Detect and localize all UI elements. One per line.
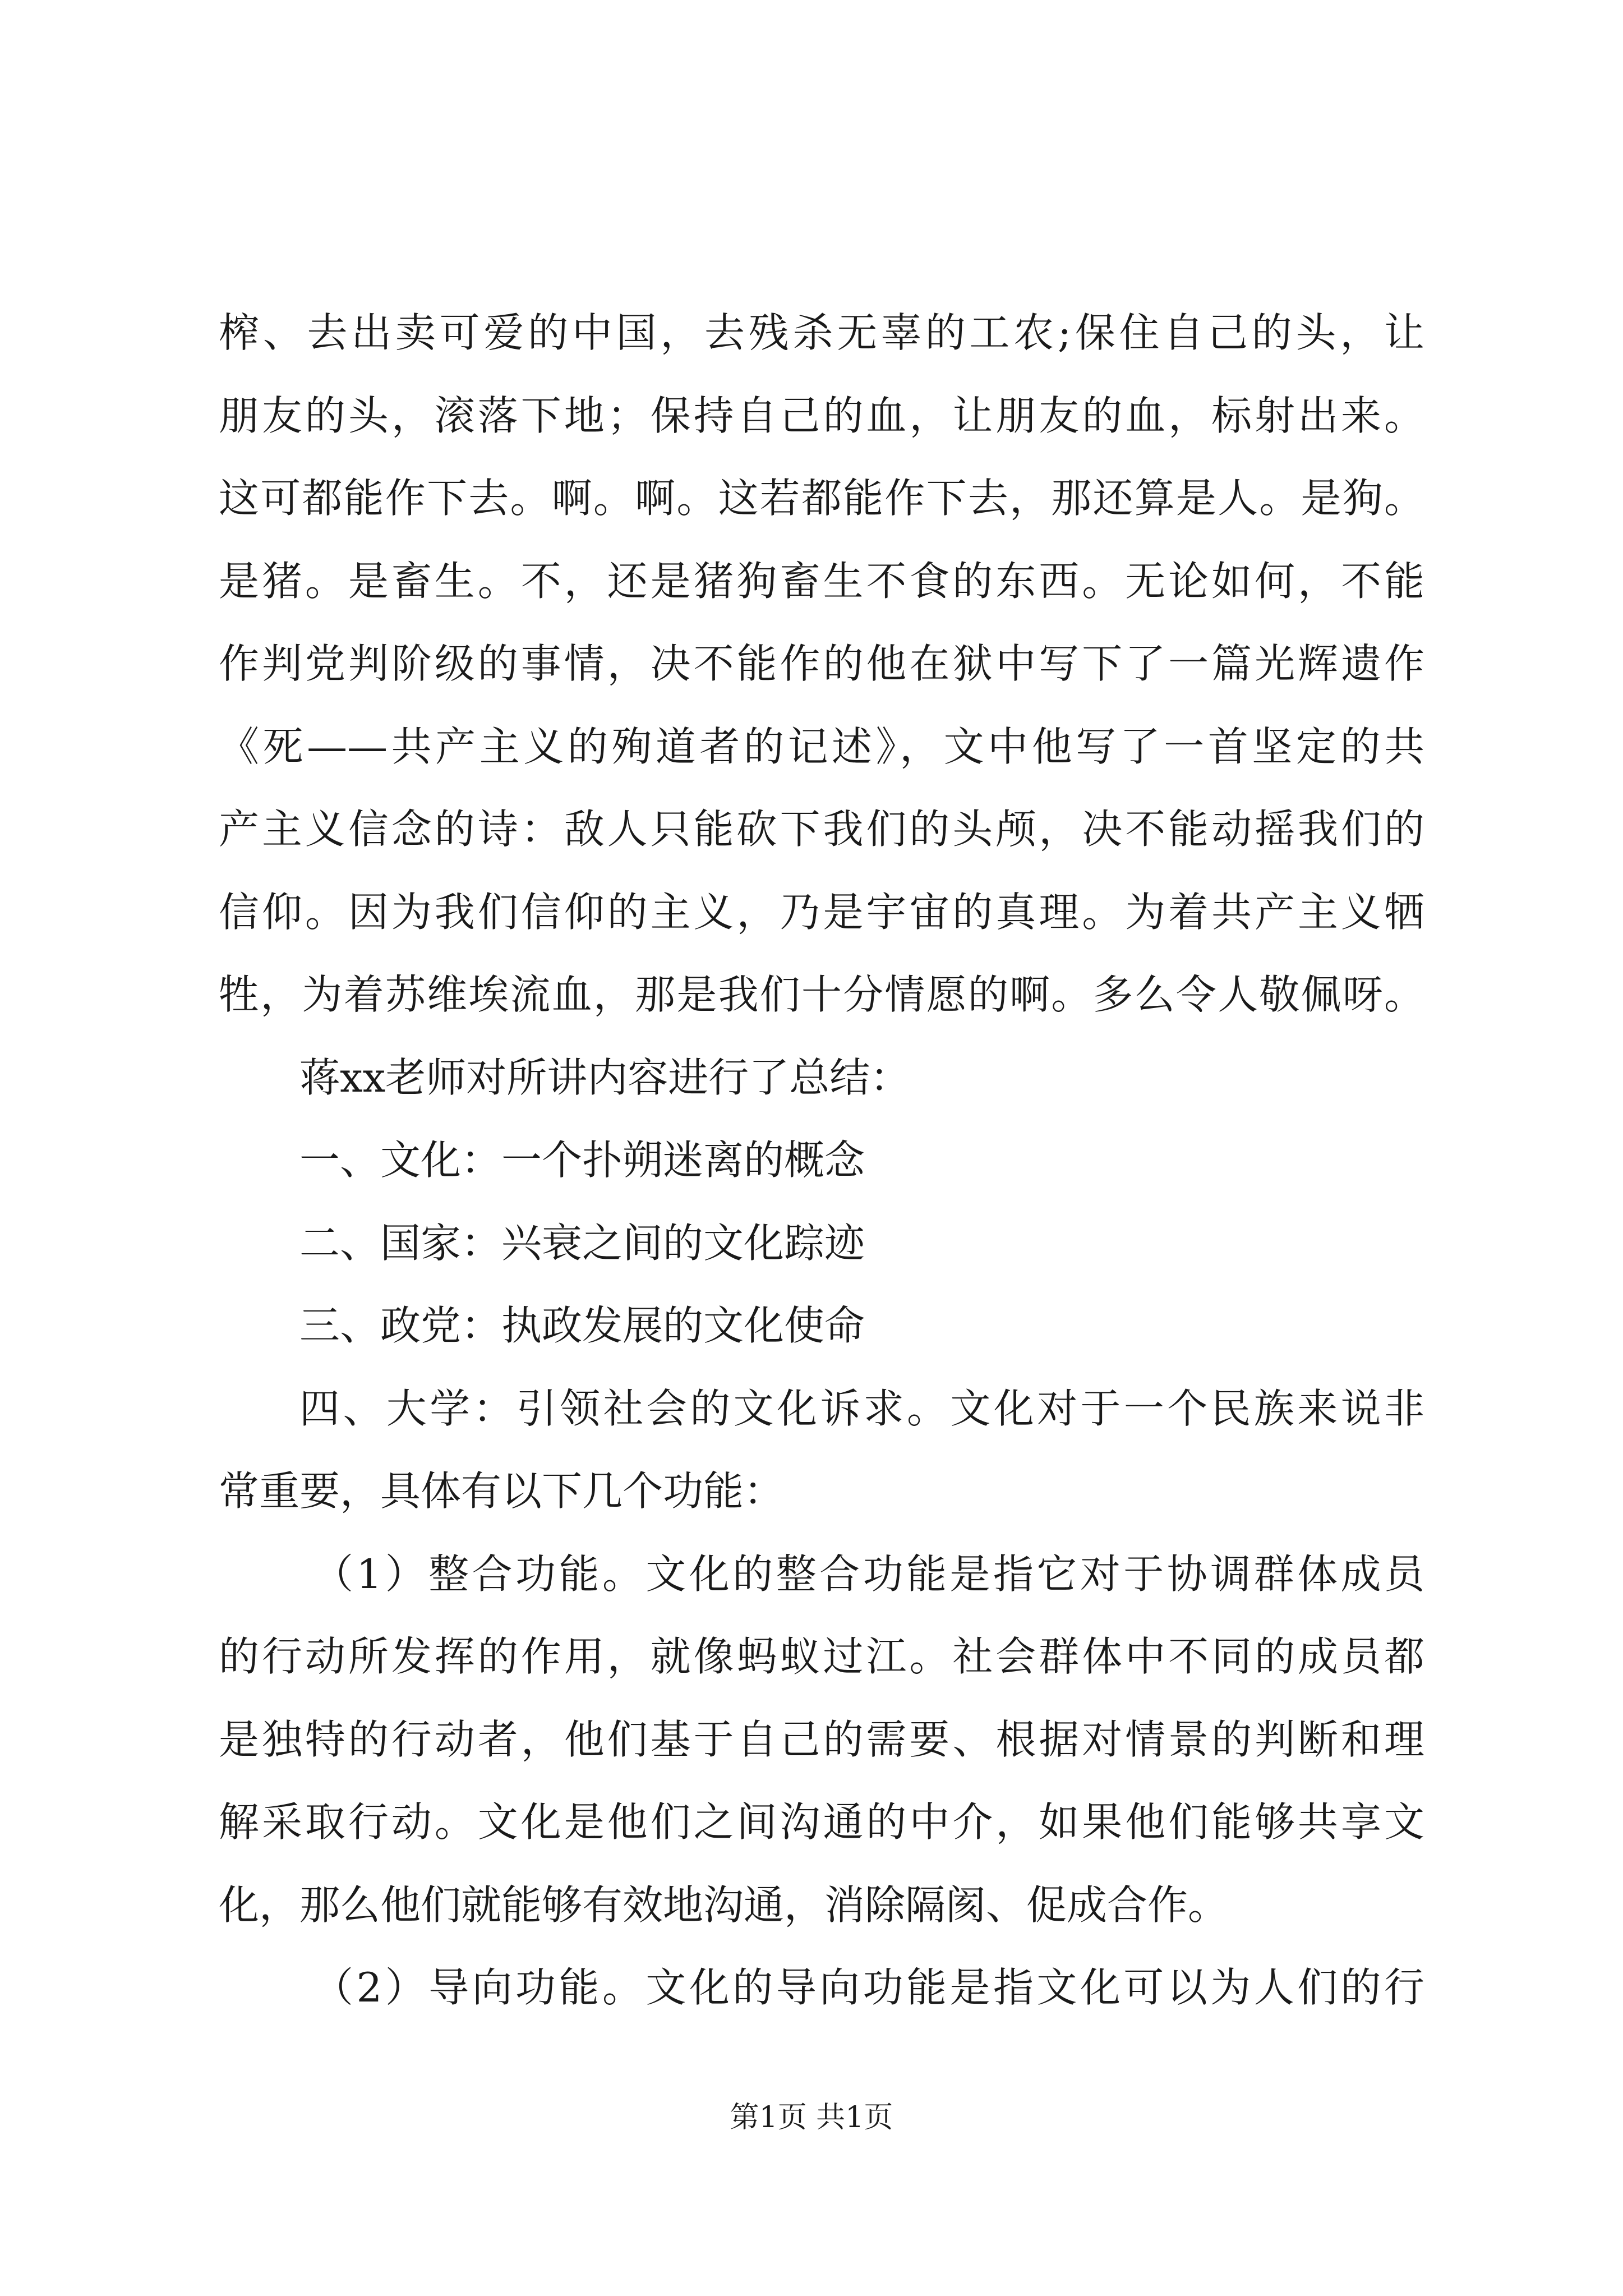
- summary-item-2: 二、国家：兴衰之间的文化踪迹: [299, 1219, 865, 1267]
- text-line: 榨、去出卖可爱的中国，去残杀无辜的工农;保住自己的头，让: [219, 309, 1424, 356]
- text-line: 信仰。因为我们信仰的主义，乃是宇宙的真理。为着共产主义牺: [219, 888, 1424, 936]
- function-2-heading: （2）导向功能。文化的导向功能是指文化可以为人们的行: [313, 1964, 1424, 2011]
- text-line: 是猪。是畜生。不，还是猪狗畜生不食的东西。无论如何，不能: [219, 557, 1424, 605]
- text-line: 是独特的行动者，他们基于自己的需要、根据对情景的判断和理: [219, 1715, 1424, 1763]
- text-line: 解采取行动。文化是他们之间沟通的中介，如果他们能够共享文: [219, 1798, 1424, 1846]
- page-footer: 第1页 共1页: [730, 2101, 893, 2134]
- text-line: 这可都能作下去。啊。啊。这若都能作下去，那还算是人。是狗。: [219, 475, 1424, 522]
- summary-item-4: 四、大学：引领社会的文化诉求。文化对于一个民族来说非: [299, 1384, 1424, 1432]
- text-line: 《死——共产主义的殉道者的记述》，文中他写了一首坚定的共: [219, 723, 1424, 770]
- text-line: 的行动所发挥的作用，就像蚂蚁过江。社会群体中不同的成员都: [219, 1633, 1424, 1680]
- text-line: 化，那么他们就能够有效地沟通，消除隔阂、促成合作。: [219, 1881, 1229, 1929]
- function-1-heading: （1）整合功能。文化的整合功能是指它对于协调群体成员: [313, 1550, 1424, 1598]
- text-line: 常重要，具体有以下几个功能：: [219, 1467, 785, 1515]
- summary-item-3: 三、政党：执政发展的文化使命: [299, 1302, 865, 1349]
- text-line: 牲，为着苏维埃流血，那是我们十分情愿的啊。多么令人敬佩呀。: [219, 971, 1424, 1018]
- text-line: 产主义信念的诗：敌人只能砍下我们的头颅，决不能动摇我们的: [219, 806, 1424, 853]
- text-line: 朋友的头，滚落下地；保持自己的血，让朋友的血，标射出来。: [219, 392, 1424, 439]
- document-body: [219, 292, 1424, 2030]
- text-line: 作判党判阶级的事情，决不能作的他在狱中写下了一篇光辉遗作: [219, 640, 1424, 687]
- summary-item-1: 一、文化：一个扑朔迷离的概念: [299, 1137, 865, 1184]
- summary-intro: 蒋xx老师对所讲内容进行了总结：: [299, 1053, 911, 1101]
